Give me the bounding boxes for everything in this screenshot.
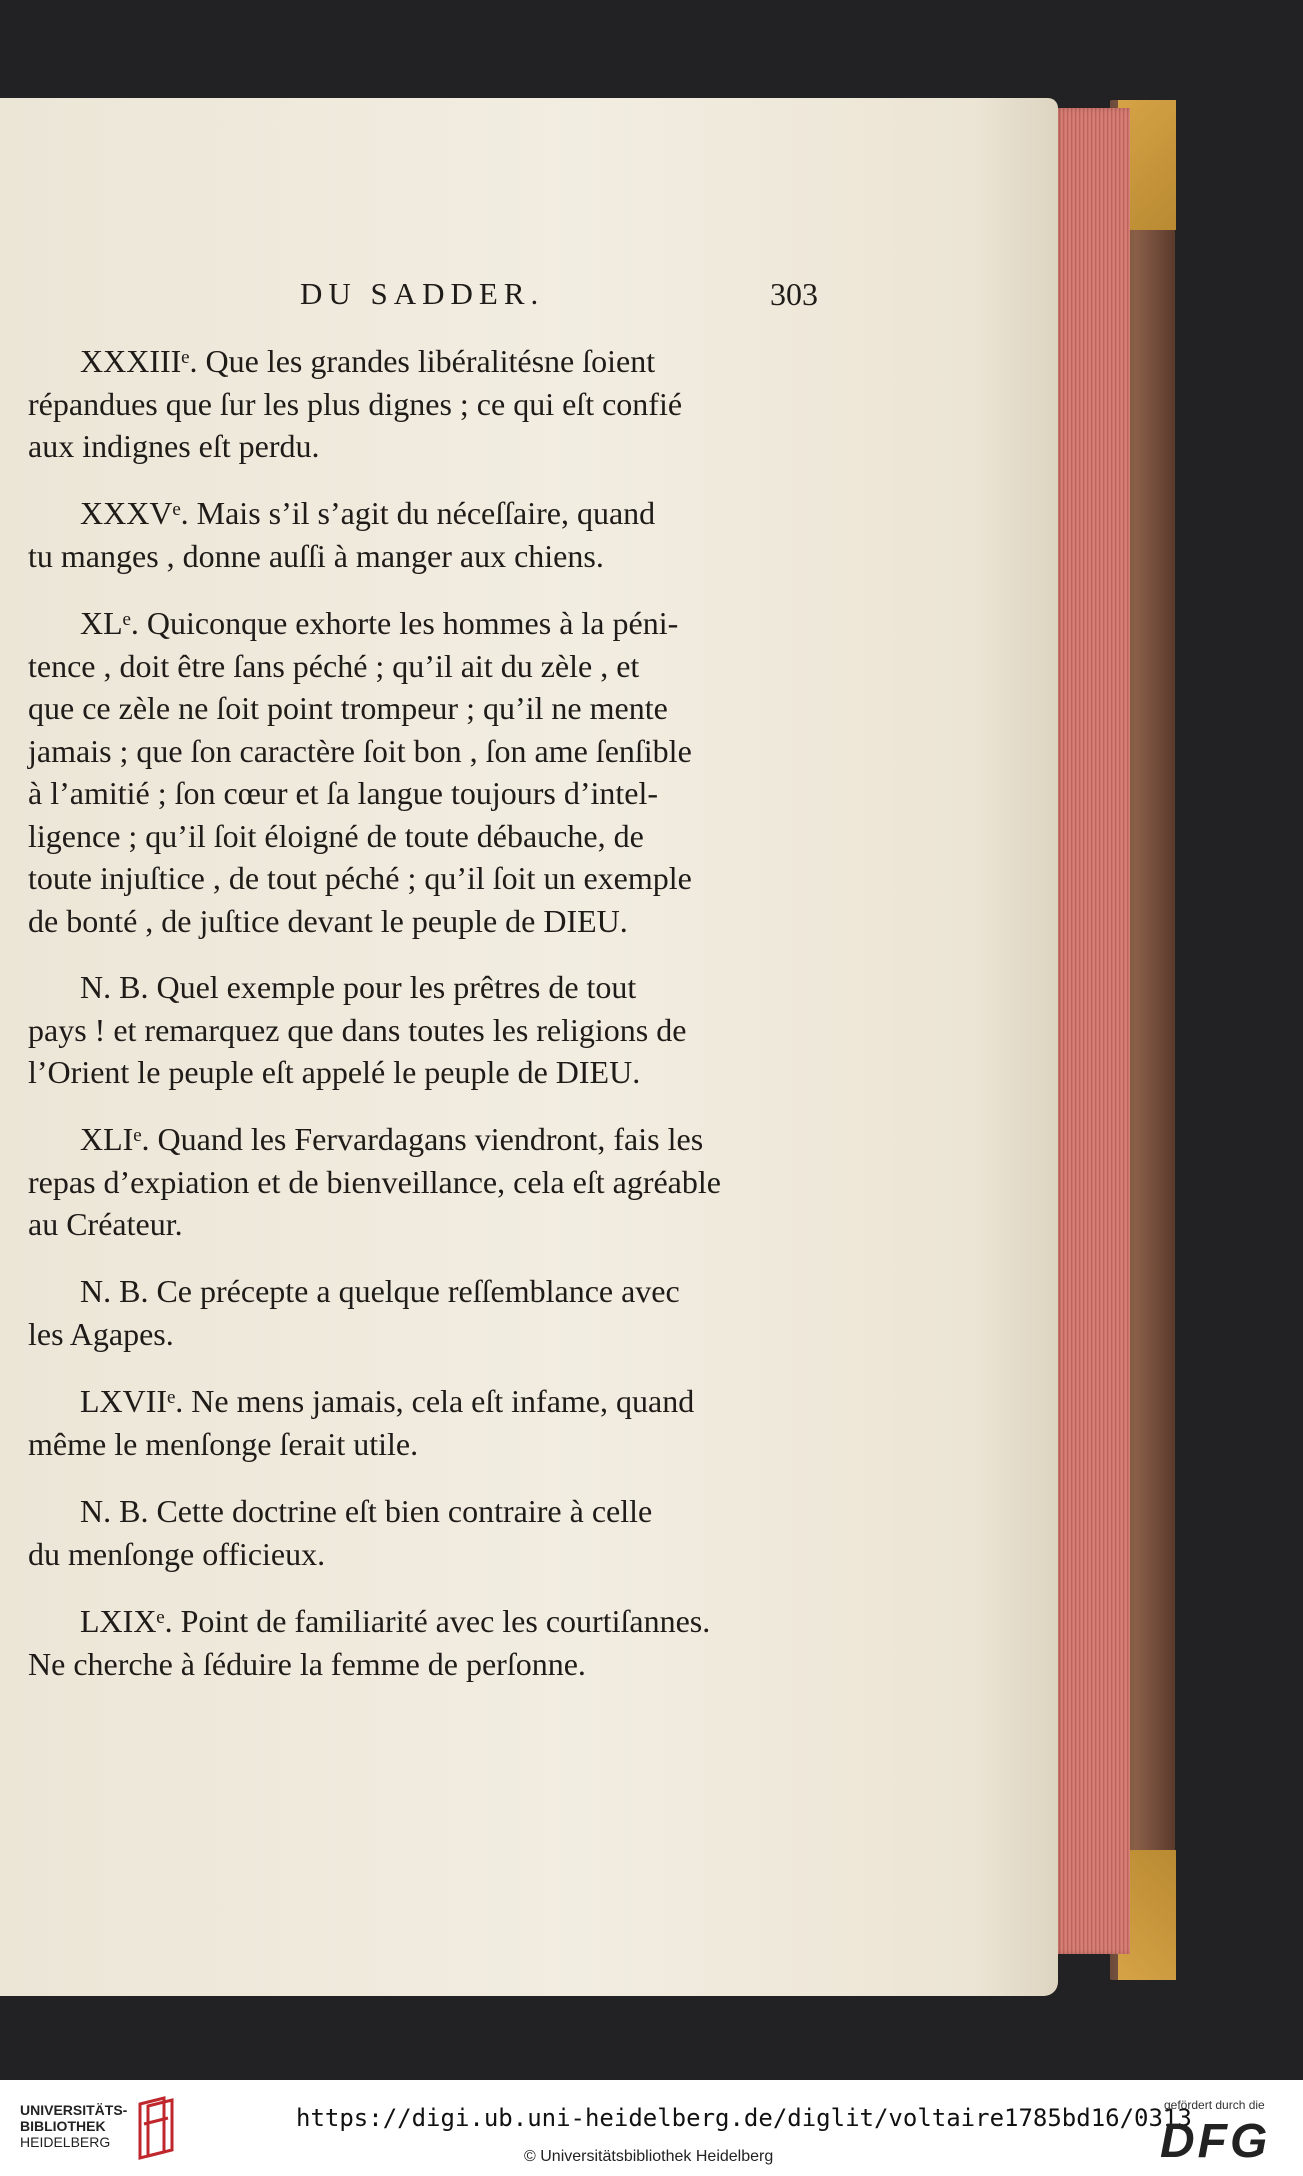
text-line: même le menſonge ſerait utile. <box>28 1425 419 1462</box>
text-line: au Créateur. <box>28 1206 183 1242</box>
text-line: toute injuſtice , de tout péché ; qu’il ſoit un exemple <box>28 860 692 896</box>
text-line: Ne cherche à ſéduire la femme de perſonne. <box>28 1645 586 1682</box>
paragraph-41 <box>28 1118 828 1246</box>
text-line: du menſonge officieux. <box>28 1535 326 1572</box>
text-line: N. B. Ce précepte a quelque reſſemblance avec <box>80 1273 680 1309</box>
text-line: XXXVᵉ. Mais s’il s’agit du néceſſaire, quand <box>80 495 656 531</box>
library-name-line: BIBLIOTHEK <box>20 2118 106 2134</box>
library-logo-text[interactable] <box>20 2102 140 2150</box>
text-line: N. B. Cette doctrine eſt bien contraire à celle <box>80 1493 653 1529</box>
text-line: les Agapes. <box>28 1315 174 1352</box>
text-line: XLIᵉ. Quand les Fervardagans viendront, fais les <box>80 1121 704 1157</box>
paragraph-67 <box>28 1380 828 1465</box>
text-line: de bonté , de juſtice devant le peuple de DIEU. <box>28 902 628 939</box>
page-number: 303 <box>770 276 818 312</box>
library-name-line: HEIDELBERG <box>20 2134 111 2150</box>
text-line: N. B. Quel exemple pour les prêtres de tout <box>80 969 637 1005</box>
copyright-notice: © Universitätsbibliothek Heidelberg <box>524 2148 774 2165</box>
text-line: ligence ; qu’il ſoit éloigné de toute débauche, de <box>28 817 644 854</box>
paragraph-69 <box>28 1600 828 1685</box>
text-line: à l’amitié ; ſon cœur et ſa langue toujours d’intel- <box>28 775 659 811</box>
text-line: l’Orient le peuple eſt appelé le peuple de DIEU. <box>28 1054 641 1090</box>
text-line: tence , doit être ſans péché ; qu’il ait du zèle , et <box>28 647 640 684</box>
text-line: XLᵉ. Quiconque exhorte les hommes à la péni- <box>80 605 679 641</box>
text-line: aux indignes eſt perdu. <box>28 428 320 464</box>
paragraph-33 <box>28 340 828 468</box>
text-line: jamais ; que ſon caractère ſoit bon , ſon ame ſenſible <box>28 732 692 769</box>
note-paragraph-67 <box>28 1490 828 1575</box>
text-line: XXXIIIᵉ. Que les grandes libéralitésne ſoient <box>80 343 656 379</box>
paragraph-40 <box>28 602 828 942</box>
note-paragraph-41 <box>28 1270 828 1355</box>
text-line: répandues que ſur les plus dignes ; ce qui eſt confié <box>28 385 683 422</box>
funding-label: gefördert durch die <box>1164 2098 1265 2112</box>
text-line: que ce zèle ne ſoit point trompeur ; qu’il ne mente <box>28 690 668 726</box>
paragraph-35 <box>28 492 828 577</box>
dfg-logo[interactable]: DFG <box>1160 2115 1271 2168</box>
library-logo-icon <box>134 2094 182 2160</box>
text-line: pays ! et remarquez que dans toutes les religions de <box>28 1011 687 1048</box>
text-line: LXVIIᵉ. Ne mens jamais, cela eſt infame, quand <box>80 1383 695 1419</box>
text-line: LXIXᵉ. Point de familiarité avec les courtiſannes. <box>80 1603 711 1639</box>
library-name-line: UNIVERSITÄTS- <box>20 2102 128 2118</box>
text-line: repas d’expiation et de bienveillance, cela eſt agréable <box>28 1163 721 1200</box>
page-edges <box>1052 108 1130 1954</box>
text-line: tu manges , donne auſſi à manger aux chiens. <box>28 537 604 574</box>
note-paragraph-40 <box>28 966 828 1094</box>
running-head: DU SADDER. <box>300 276 545 311</box>
permalink-url[interactable]: https://digi.ub.uni-heidelberg.de/diglit/voltaire1785bd16/0313 <box>296 2104 1192 2132</box>
